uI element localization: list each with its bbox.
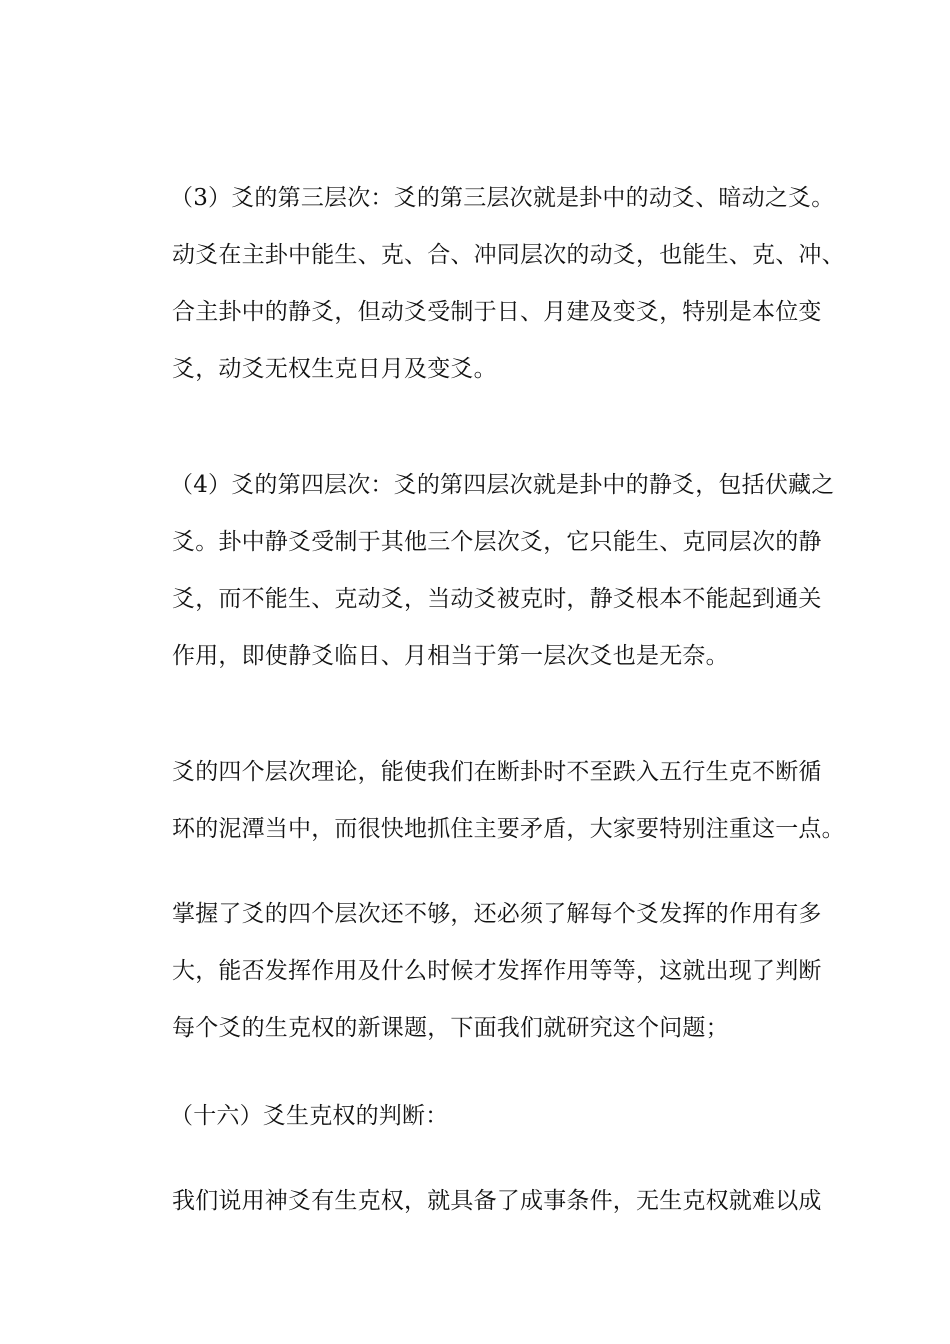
paragraph-4-line-2: 大，能否发挥作用及什么时候才发挥作用等等，这就出现了判断 bbox=[172, 958, 822, 984]
paragraph-4-line-1: 掌握了爻的四个层次还不够，还必须了解每个爻发挥的作用有多 bbox=[172, 901, 822, 927]
paragraph-1-line-4: 爻，动爻无权生克日月及变爻。 bbox=[172, 356, 497, 382]
paragraph-1-line-1: （3）爻的第三层次：爻的第三层次就是卦中的动爻、暗动之爻。 bbox=[170, 185, 835, 211]
paragraph-1-line-3: 合主卦中的静爻，但动爻受制于日、月建及变爻，特别是本位变 bbox=[172, 299, 822, 325]
paragraph-1-line-2: 动爻在主卦中能生、克、合、冲同层次的动爻，也能生、克、冲、 bbox=[172, 242, 845, 268]
paragraph-2-line-4: 作用，即使静爻临日、月相当于第一层次爻也是无奈。 bbox=[172, 643, 729, 669]
paragraph-2-line-2: 爻。卦中静爻受制于其他三个层次爻，它只能生、克同层次的静 bbox=[172, 529, 822, 555]
paragraph-4-line-3: 每个爻的生克权的新课题，下面我们就研究这个问题； bbox=[172, 1015, 729, 1041]
section-heading: （十六）爻生克权的判断： bbox=[170, 1103, 449, 1129]
paragraph-3-line-2: 环的泥潭当中，而很快地抓住主要矛盾，大家要特别注重这一点。 bbox=[172, 816, 845, 842]
paragraph-2-line-3: 爻，而不能生、克动爻，当动爻被克时，静爻根本不能起到通关 bbox=[172, 586, 822, 612]
paragraph-3-line-1: 爻的四个层次理论，能使我们在断卦时不至跌入五行生克不断循 bbox=[172, 759, 822, 785]
paragraph-2-line-1: （4）爻的第四层次：爻的第四层次就是卦中的静爻，包括伏藏之 bbox=[170, 472, 835, 498]
paragraph-5-line-1: 我们说用神爻有生克权，就具备了成事条件，无生克权就难以成 bbox=[172, 1188, 822, 1214]
